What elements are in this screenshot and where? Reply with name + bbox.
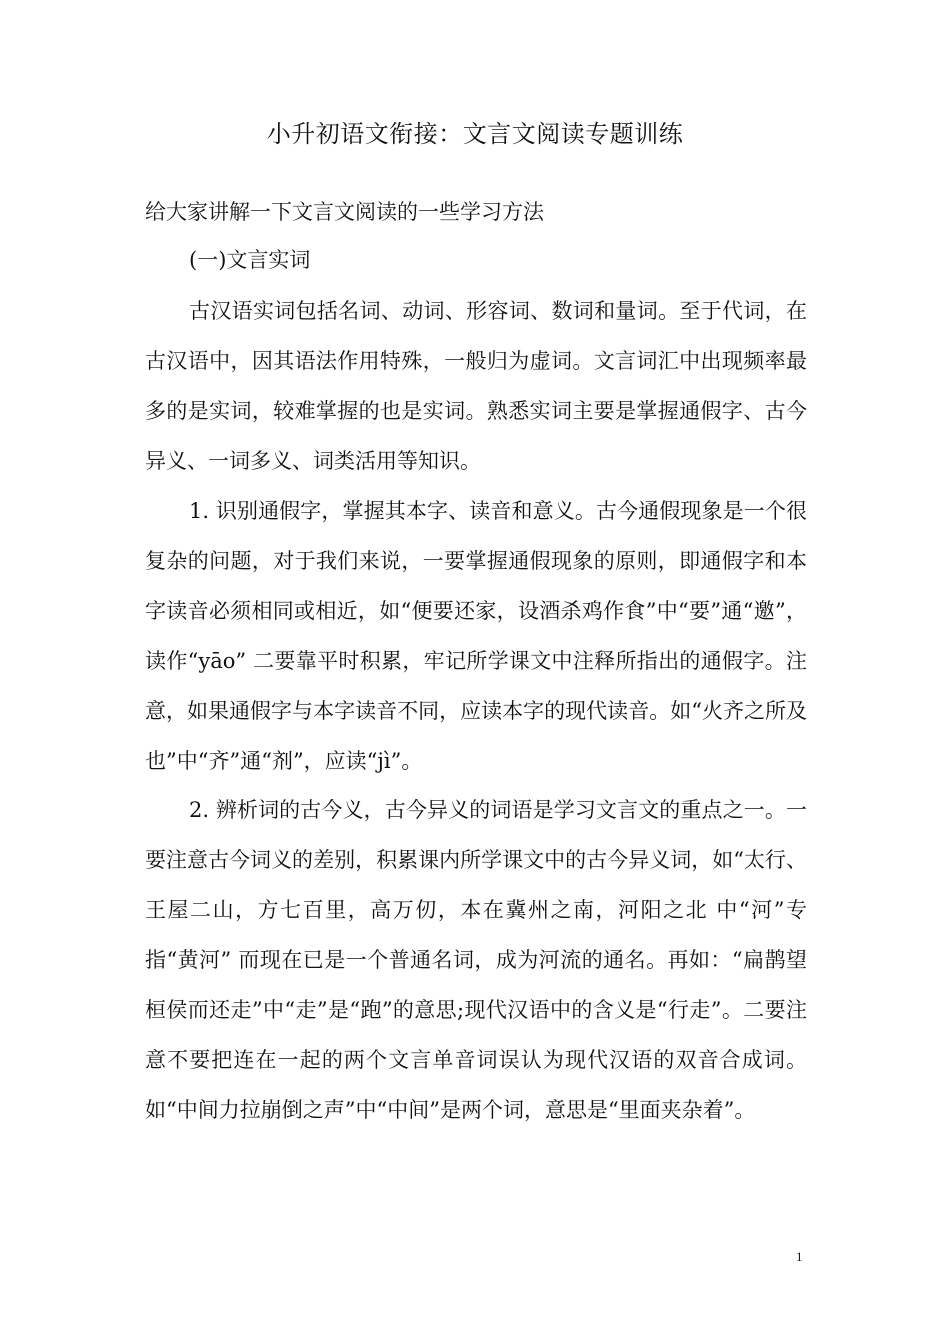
intro-line: 给大家讲解一下文言文阅读的一些学习方法 bbox=[145, 200, 544, 224]
section-heading: (一)文言实词 bbox=[189, 248, 311, 272]
paragraph: 2. 辨析词的古今义，古今异义的词语是学习文言文的重点之一。一要注意古今词义的差别，积累课内所学课文中的古今异义词，如“太行、王屋二山，方七百里，高万仞，本在冀州之南，河阳之北 中“河”专指“黄河” 而现在已是一个普通名词，成为河流的通名。再如：“扁鹊望桓侯而还走”中“走”是“跑”的意思;现代汉语中的含义是“行走”。二要注意不要把连在一起的两个文言单音词误认为现代汉语的双音合成词。如“中间力拉崩倒之声”中“中间”是两个词，意思是“里面夹杂着”。 bbox=[145, 798, 807, 1122]
paragraph: 1. 识别通假字，掌握其本字、读音和意义。古今通假现象是一个很复杂的问题，对于我们来说，一要掌握通假现象的原则，即通假字和本字读音必须相同或相近，如“便要还家，设酒杀鸡作食”中“要”通“邀”，读作“yāo” 二要靠平时积累，牢记所学课文中注释所指出的通假字。注意，如果通假字与本字读音不同，应读本字的现代读音。如“火齐之所及也”中“齐”通“剂”，应读“jì”。 bbox=[145, 499, 807, 773]
page-number: 1 bbox=[796, 1249, 803, 1264]
paragraph: 古汉语实词包括名词、动词、形容词、数词和量词。至于代词，在古汉语中，因其语法作用特殊，一般归为虚词。文言词汇中出现频率最多的是实词，较难掌握的也是实词。熟悉实词主要是掌握通假字、古今异义、一词多义、词类活用等知识。 bbox=[145, 299, 807, 473]
document-title: 小升初语文衔接：文言文阅读专题训练 bbox=[266, 120, 684, 148]
